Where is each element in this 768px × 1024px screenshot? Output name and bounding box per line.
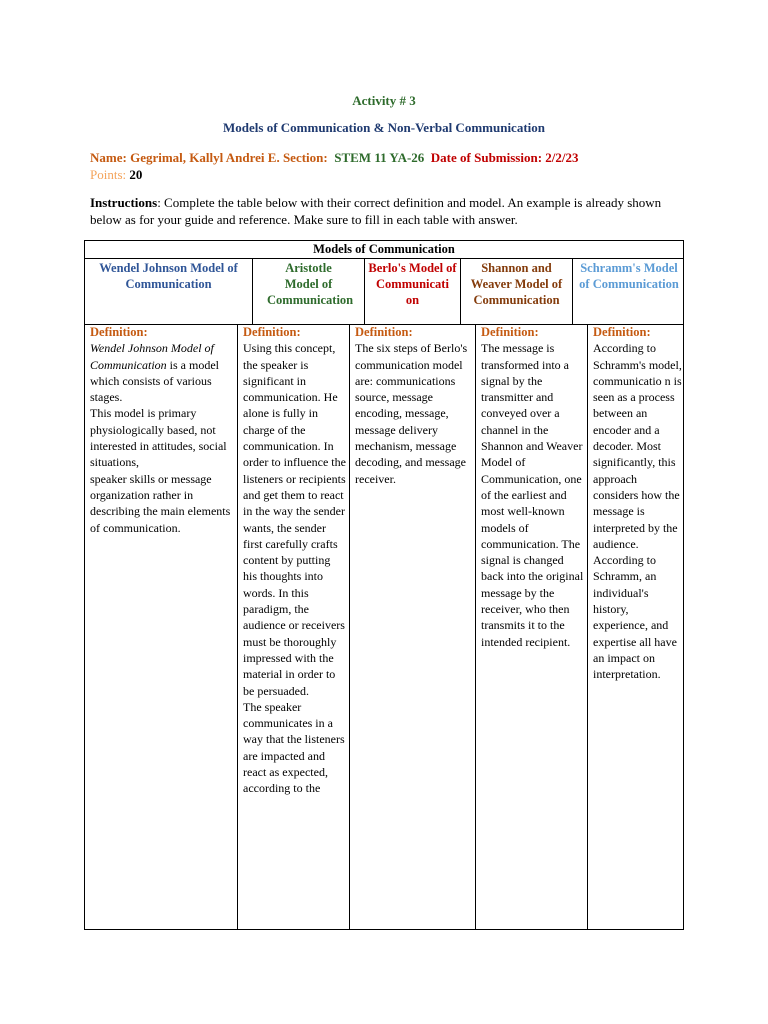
shannon-text: The message is transformed into a signal by the transmitter and conveyed over a channel in the Shannon and Weaver Model of Communication, one of the earliest and most well-known models of communication. The signal is changed back into the original message by the receiver, who then transmits it to the intended recipient. (481, 341, 584, 649)
definition-label: Definition: (481, 325, 539, 339)
date-label: Date of Submission: (430, 150, 543, 165)
definition-schramm (588, 324, 685, 683)
instructions-text: : Complete the table below with their correct definition and model. An example is already shown below as for your guide and reference. Make sure to fill in each table with answer. (90, 195, 662, 227)
schramm-text: According to Schramm's model, communicatio n is seen as a process between an encoder and a decoder. Most significantly, this approach considers how the message is interpreted by the audience. According to Schramm, an individual's history, experience, and expertise all have an impact on interpretation. (593, 341, 682, 682)
wendel-text: is a model which consists of various stages. (90, 357, 219, 405)
header-shannon-weaver: Shannon and Weaver Model of Communication (470, 261, 563, 307)
header-aristotle: Aristotle Model of Communication (267, 261, 354, 307)
definition-label: Definition: (593, 325, 651, 339)
definition-berlo (350, 324, 475, 487)
definition-label: Definition: (90, 325, 148, 339)
name-label: Name: (90, 150, 127, 165)
wendel-paragraph-3: speaker skills or message organization rather in describing the main elements of communication. (90, 471, 231, 535)
header-schramm: Schramm's Model of Communication (579, 261, 679, 291)
definition-wendel-johnson (85, 324, 237, 536)
models-table (84, 240, 684, 930)
section-value: STEM 11 YA-26 (334, 150, 425, 165)
definition-label: Definition: (355, 325, 413, 339)
aristotle-text: Using this concept, the speaker is significant in communication. He alone is fully in charge of the communication. In order to influence the listeners or recipients and get them to react in the way the sender wants, the sender first carefully crafts content by putting his thoughts into words. In this paradigm, the audience or receivers must be thoroughly impressed with the material in order to be persuaded. (243, 341, 346, 698)
definition-aristotle (238, 324, 349, 797)
wendel-paragraph-2: This model is primary physiologically based, not interested in attitudes, social situations, (90, 406, 227, 470)
aristotle-paragraph-2: The speaker communicates in a way that the listeners are impacted and react as expected, according to the (243, 699, 345, 796)
wendel-italic: Wendel Johnson Model of Communication (90, 341, 214, 372)
date-value: 2/2/23 (545, 150, 579, 165)
section-label: Section: (282, 150, 328, 165)
name-line (90, 150, 579, 166)
berlo-text: The six steps of Berlo's communication model are: communications source, message encoding, message, message delivery mechanism, message decoding, and message receiver. (355, 341, 468, 486)
table-title: Models of Communication (313, 242, 455, 256)
definition-label: Definition: (243, 325, 301, 339)
header-wendel-johnson: Wendel Johnson Model of Communication (99, 261, 238, 291)
header-berlo: Berlo's Model of Communicati on (368, 261, 457, 307)
points-value: 20 (129, 167, 143, 182)
instructions (90, 195, 682, 228)
instructions-label: Instructions (90, 195, 158, 210)
definition-shannon-weaver (476, 324, 587, 650)
points-label: Points: (90, 167, 127, 182)
points-line (90, 167, 142, 183)
activity-title: Activity # 3 (352, 93, 416, 108)
document-subtitle: Models of Communication & Non-Verbal Communication (223, 120, 545, 135)
name-value: Gegrimal, Kallyl Andrei E. (130, 150, 280, 165)
